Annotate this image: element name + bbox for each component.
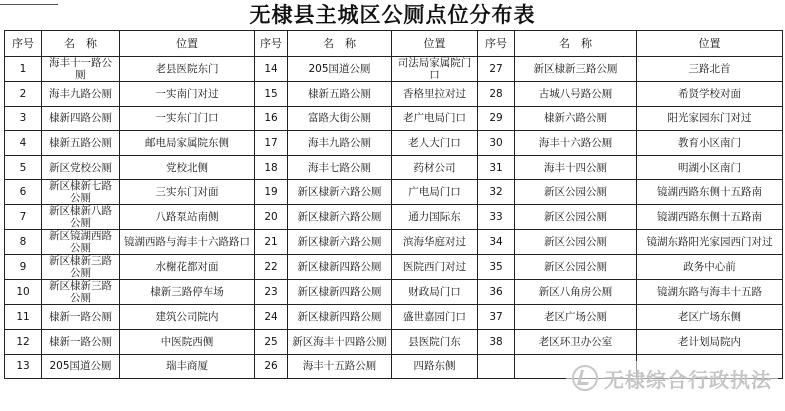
- cell-seq: 15: [255, 82, 288, 107]
- table-row: [5, 205, 783, 230]
- cell-location: 党校北侧: [120, 155, 255, 180]
- table-row: [5, 280, 783, 305]
- cell-name: 新区棣新七路公厕: [42, 180, 120, 205]
- cell-name: 棣新六路公厕: [515, 106, 637, 131]
- cell-name: 新区党校公厕: [42, 155, 120, 180]
- cell-location: 八路泵站南侧: [120, 205, 255, 230]
- logo-icon: [572, 365, 598, 391]
- cell-name: 老区环卫办公室: [515, 329, 637, 354]
- table-row: [5, 82, 783, 107]
- cell-location: 老区广场东侧: [637, 305, 783, 330]
- cell-name: 古城八号路公厕: [515, 82, 637, 107]
- cell-seq: 10: [5, 280, 42, 305]
- cell-location: 香格里拉对过: [392, 82, 478, 107]
- column-header: 名 称: [288, 31, 392, 57]
- cell-location: 政务中心前: [637, 255, 783, 280]
- cell-location: 镜湖东路与海丰十五路: [637, 280, 783, 305]
- cell-seq: 23: [255, 280, 288, 305]
- cell-name: 海丰十六路公厕: [515, 131, 637, 156]
- cell-location: 水榭花都对面: [120, 255, 255, 280]
- cell-location: 老广电局门口: [392, 106, 478, 131]
- table-row: [5, 155, 783, 180]
- cell-seq: 9: [5, 255, 42, 280]
- cell-seq: 28: [478, 82, 515, 107]
- cell-seq: 2: [5, 82, 42, 107]
- cell-location: 中医院西侧: [120, 329, 255, 354]
- cell-seq: 8: [5, 230, 42, 255]
- cell-seq: 1: [5, 57, 42, 82]
- cell-location: 医院西门对过: [392, 255, 478, 280]
- cell-seq: 4: [5, 131, 42, 156]
- column-header: 位置: [637, 31, 783, 57]
- column-header: 位置: [120, 31, 255, 57]
- cell-location: 老人大门口: [392, 131, 478, 156]
- cell-location: 老县医院东门: [120, 57, 255, 82]
- cell-location: 县医院门东: [392, 329, 478, 354]
- cell-location: 通力国际东: [392, 205, 478, 230]
- column-header: 序号: [5, 31, 42, 57]
- cell-seq: 3: [5, 106, 42, 131]
- cell-name: 棣新一路公厕: [42, 305, 120, 330]
- cell-name: 新区棣新六路公厕: [288, 205, 392, 230]
- cell-seq: 31: [478, 155, 515, 180]
- cell-location: 广电局门口: [392, 180, 478, 205]
- table-row: [5, 230, 783, 255]
- table-row: [5, 106, 783, 131]
- cell-location: 镜湖东路阳光家园西门对过: [637, 230, 783, 255]
- cell-seq: 36: [478, 280, 515, 305]
- cell-name: 新区棣新四路公厕: [288, 280, 392, 305]
- cell-location: 一实南门对过: [120, 82, 255, 107]
- cell-seq: 11: [5, 305, 42, 330]
- cell-name: 棣新五路公厕: [288, 82, 392, 107]
- column-header: 名 称: [42, 31, 120, 57]
- cell-location: 邮电局家属院东侧: [120, 131, 255, 156]
- cell-name: 新区棣新八路公厕: [42, 205, 120, 230]
- cell-location: 三路北首: [637, 57, 783, 82]
- cell-name: 新区棣新六路公厕: [288, 180, 392, 205]
- cell-seq: 37: [478, 305, 515, 330]
- column-header: 位置: [392, 31, 478, 57]
- cell-location: 三实东门对面: [120, 180, 255, 205]
- column-header: 名 称: [515, 31, 637, 57]
- cell-seq: 33: [478, 205, 515, 230]
- cell-location: 瑞丰商厦: [120, 354, 255, 379]
- cell-name: 新区公园公厕: [515, 205, 637, 230]
- cell-location: 明湖小区南门: [637, 155, 783, 180]
- cell-name: 棣新四路公厕: [42, 106, 120, 131]
- cell-location: 司法局家属院门口: [392, 57, 478, 82]
- cell-seq: 16: [255, 106, 288, 131]
- cell-seq: 25: [255, 329, 288, 354]
- cell-name: 新区棣新三路公厕: [42, 255, 120, 280]
- cell-name: 新区棣新四路公厕: [288, 255, 392, 280]
- cell-name: 海丰九路公厕: [42, 82, 120, 107]
- cell-location: 教育小区南门: [637, 131, 783, 156]
- cell-location: 药材公司: [392, 155, 478, 180]
- cell-name: 富路大街公厕: [288, 106, 392, 131]
- cell-name: 新区棣新六路公厕: [288, 230, 392, 255]
- cell-seq: 32: [478, 180, 515, 205]
- cell-location: 一实东门门口: [120, 106, 255, 131]
- watermark-text: 无棣综合行政执法: [604, 367, 772, 392]
- cell-seq: 34: [478, 230, 515, 255]
- cell-location: 财政局门口: [392, 280, 478, 305]
- cell-seq: 5: [5, 155, 42, 180]
- cell-name: 海丰十四公厕: [515, 155, 637, 180]
- table-row: [5, 131, 783, 156]
- cell-name: 新区公园公厕: [515, 180, 637, 205]
- cell-seq: 6: [5, 180, 42, 205]
- cell-seq: 7: [5, 205, 42, 230]
- cell-name: 海丰七路公厕: [288, 155, 392, 180]
- cell-seq: [478, 354, 515, 379]
- toilet-location-table: [4, 30, 783, 379]
- table-row: [5, 57, 783, 82]
- cell-location: 建筑公司院内: [120, 305, 255, 330]
- cell-name: 海丰十五路公厕: [288, 354, 392, 379]
- cell-location: 镜湖西路东侧十五路南: [637, 180, 783, 205]
- cell-location: 阳光家园东门对过: [637, 106, 783, 131]
- cell-name: 新区棣新三路公厕: [515, 57, 637, 82]
- cell-seq: 21: [255, 230, 288, 255]
- table-row: [5, 255, 783, 280]
- cell-name: 新区公园公厕: [515, 230, 637, 255]
- cell-seq: 30: [478, 131, 515, 156]
- cell-location: 滨海华庭对过: [392, 230, 478, 255]
- cell-name: 棣新一路公厕: [42, 329, 120, 354]
- cell-location: 镜湖西路与海丰十六路路口: [120, 230, 255, 255]
- cell-name: 新区八角房公厕: [515, 280, 637, 305]
- cell-seq: 26: [255, 354, 288, 379]
- cell-seq: 35: [478, 255, 515, 280]
- column-header: 序号: [478, 31, 515, 57]
- cell-name: 海丰十一路公厕: [42, 57, 120, 82]
- cell-seq: 27: [478, 57, 515, 82]
- cell-seq: 24: [255, 305, 288, 330]
- cell-seq: 17: [255, 131, 288, 156]
- cell-seq: 14: [255, 57, 288, 82]
- cell-location: 盛世嘉园门口: [392, 305, 478, 330]
- cell-seq: 22: [255, 255, 288, 280]
- cell-location: 希贤学校对面: [637, 82, 783, 107]
- cell-name: 205国道公厕: [288, 57, 392, 82]
- cell-name: 新区公园公厕: [515, 255, 637, 280]
- cell-name: 新区镜湖西路公厕: [42, 230, 120, 255]
- cell-seq: 29: [478, 106, 515, 131]
- table-row: [5, 180, 783, 205]
- cell-seq: 20: [255, 205, 288, 230]
- cell-location: 四路东侧: [392, 354, 478, 379]
- table-row: [5, 329, 783, 354]
- cell-seq: 38: [478, 329, 515, 354]
- cell-name: 新区棣新四路公厕: [288, 305, 392, 330]
- cell-name: 棣新五路公厕: [42, 131, 120, 156]
- cell-location: 老计划局院内: [637, 329, 783, 354]
- cell-name: 海丰九路公厕: [288, 131, 392, 156]
- cell-location: 镜湖西路东侧十五路南: [637, 205, 783, 230]
- table-row: [5, 305, 783, 330]
- cell-name: 老区广场公厕: [515, 305, 637, 330]
- cell-seq: 19: [255, 180, 288, 205]
- cell-location: 棣新三路停车场: [120, 280, 255, 305]
- watermark: [566, 361, 778, 395]
- cell-seq: 12: [5, 329, 42, 354]
- table-header-row: [5, 31, 783, 57]
- page-title: 无棣县主城区公厕点位分布表: [249, 2, 536, 27]
- cell-name: 205国道公厕: [42, 354, 120, 379]
- cell-seq: 13: [5, 354, 42, 379]
- cell-name: 新区棣新三路公厕: [42, 280, 120, 305]
- cell-name: 新区海丰十四路公厕: [288, 329, 392, 354]
- column-header: 序号: [255, 31, 288, 57]
- cell-seq: 18: [255, 155, 288, 180]
